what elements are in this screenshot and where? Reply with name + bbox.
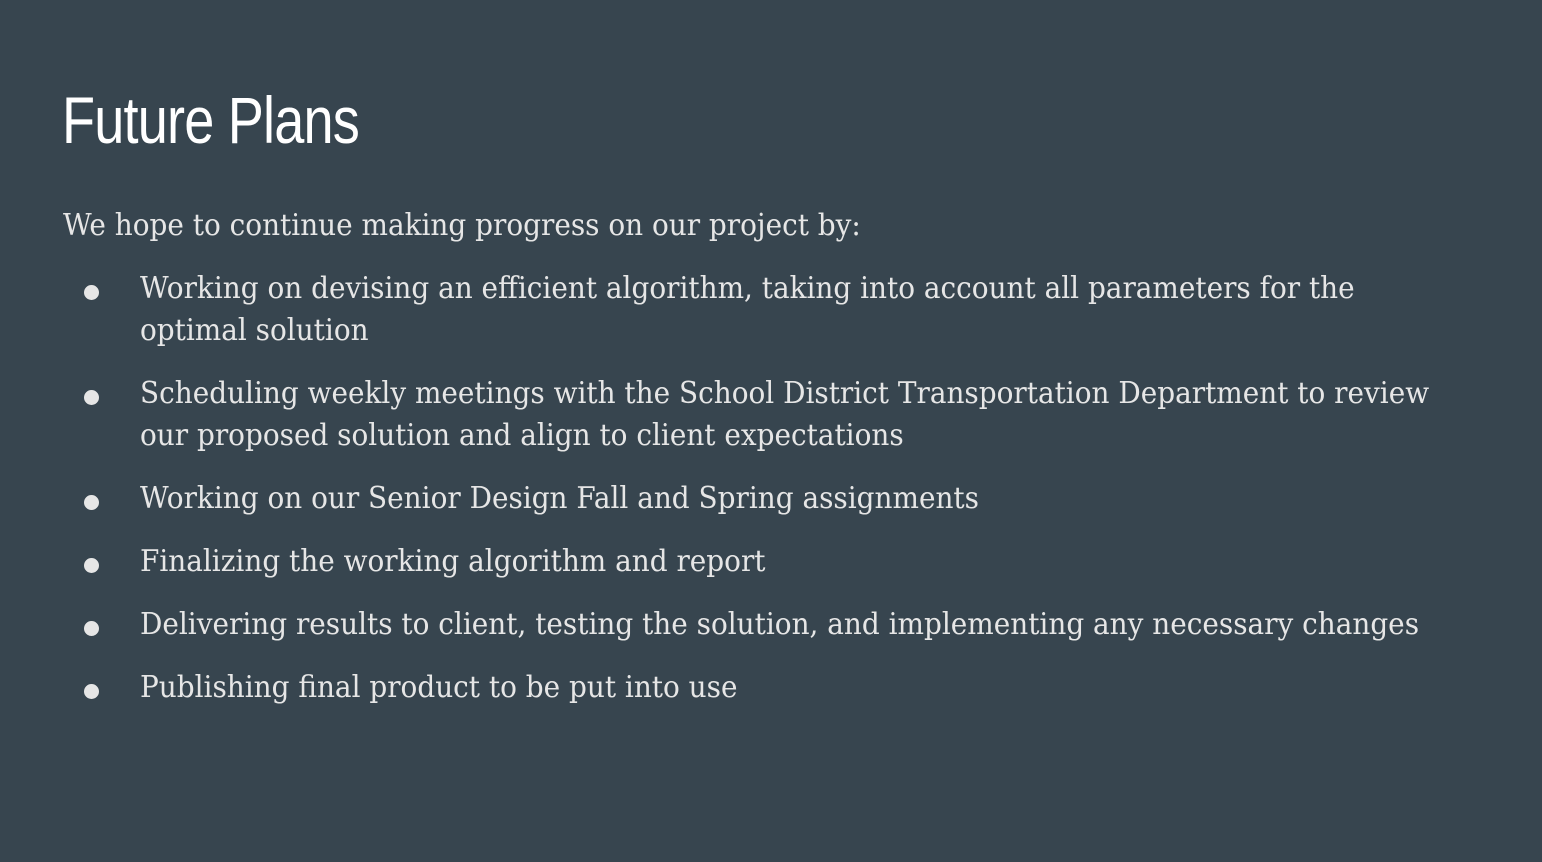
bullet-line: our proposed solution and align to client expectations	[140, 418, 904, 453]
bullet-text	[140, 541, 1349, 583]
bullet-text	[140, 604, 1420, 646]
slide-title: Future Plans	[62, 83, 359, 157]
bullet-text	[140, 667, 1349, 709]
bullet-line: Finalizing the working algorithm and report	[140, 544, 766, 579]
bullet-line: Delivering results to client, testing the solution, and implementing any necessary changes	[140, 607, 1420, 642]
intro-text: We hope to continue making progress on our project by:	[63, 208, 861, 243]
bullet-line: Publishing final product to be put into use	[140, 670, 738, 705]
bullet-line: Working on devising an efficient algorithm, taking into account all parameters for the	[140, 271, 1355, 306]
bullet-dot-icon	[84, 558, 99, 573]
bullet-dot-icon	[84, 285, 99, 300]
bullet-line: Scheduling weekly meetings with the School District Transportation Department to review	[140, 376, 1430, 411]
bullet-dot-icon	[84, 621, 99, 636]
bullet-text	[140, 268, 1355, 352]
bullet-text	[140, 478, 1349, 520]
bullet-dot-icon	[84, 495, 99, 510]
bullet-dot-icon	[84, 390, 99, 405]
bullet-text	[140, 373, 1430, 457]
bullet-line: optimal solution	[140, 313, 369, 348]
bullet-line: Working on our Senior Design Fall and Spring assignments	[140, 481, 979, 516]
bullet-dot-icon	[84, 684, 99, 699]
